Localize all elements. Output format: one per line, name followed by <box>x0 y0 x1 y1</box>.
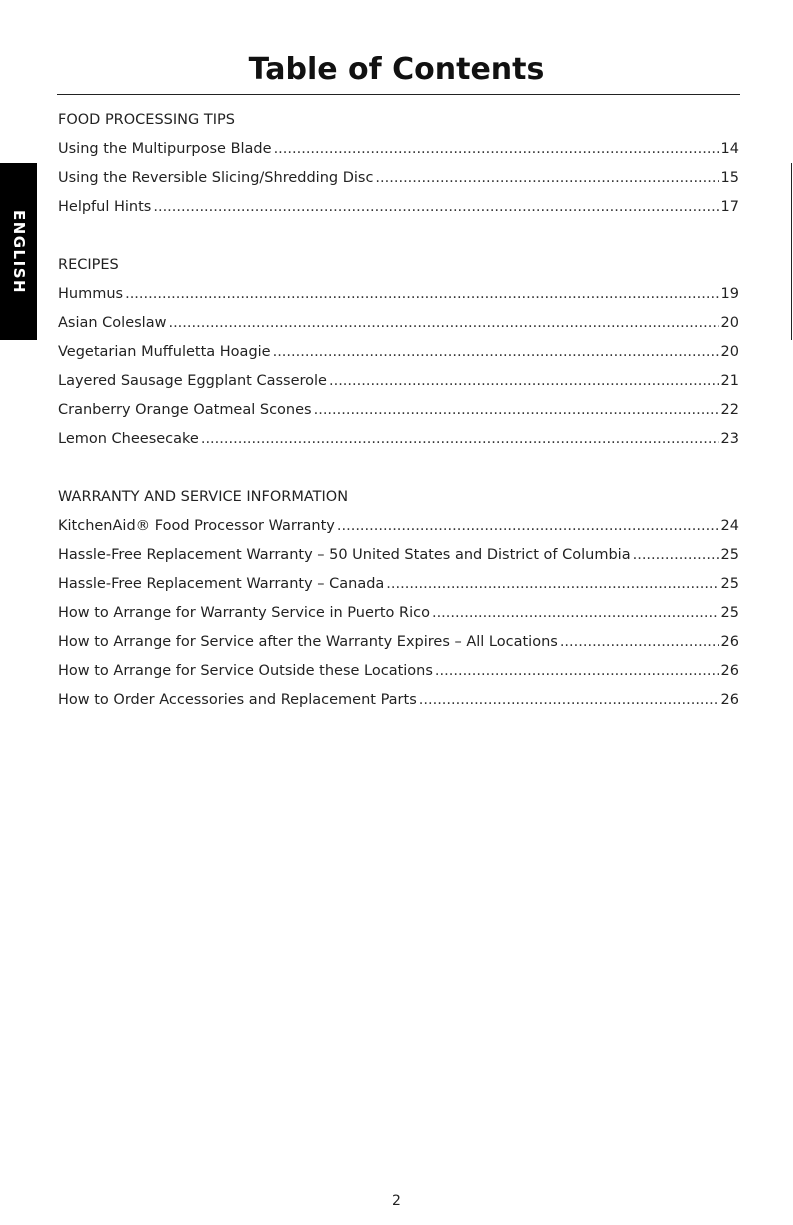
toc-entry[interactable] <box>58 657 739 686</box>
toc-entry[interactable] <box>58 628 739 657</box>
toc-entry-label: Cranberry Orange Oatmeal Scones <box>58 402 312 418</box>
toc-entry-label: Lemon Cheesecake <box>58 431 199 447</box>
section-heading: RECIPES <box>58 257 119 273</box>
dot-leader <box>375 164 718 193</box>
dot-leader <box>168 309 718 338</box>
toc-entry[interactable] <box>58 396 739 425</box>
toc-entry[interactable] <box>58 541 739 570</box>
dot-leader <box>432 599 719 628</box>
toc-entry-page: 26 <box>720 692 739 708</box>
toc-entry[interactable] <box>58 425 739 454</box>
table-of-contents <box>58 106 739 744</box>
toc-entry-label: Layered Sausage Eggplant Casserole <box>58 373 327 389</box>
toc-entry[interactable] <box>58 338 739 367</box>
toc-entry-page: 26 <box>720 634 739 650</box>
toc-entry[interactable] <box>58 599 739 628</box>
dot-leader <box>386 570 718 599</box>
toc-entry-label: Using the Multipurpose Blade <box>58 141 272 157</box>
dot-leader <box>274 135 719 164</box>
toc-entry[interactable] <box>58 280 739 309</box>
toc-entry-page: 21 <box>720 373 739 389</box>
toc-entry[interactable] <box>58 367 739 396</box>
toc-entry-label: How to Arrange for Warranty Service in Puerto Rico <box>58 605 430 621</box>
toc-entry-label: Helpful Hints <box>58 199 152 215</box>
toc-entry[interactable] <box>58 309 739 338</box>
toc-entry-label: How to Arrange for Service Outside these Locations <box>58 663 433 679</box>
toc-entry-page: 22 <box>720 402 739 418</box>
toc-section-warranty <box>58 483 739 715</box>
language-tab-label: ENGLISH <box>9 209 28 294</box>
dot-leader <box>633 541 719 570</box>
toc-entry-page: 15 <box>720 170 739 186</box>
dot-leader <box>337 512 719 541</box>
toc-entry-page: 19 <box>720 286 739 302</box>
toc-entry[interactable] <box>58 512 739 541</box>
toc-entry-page: 24 <box>720 518 739 534</box>
section-heading: WARRANTY AND SERVICE INFORMATION <box>58 489 349 505</box>
toc-entry-label: Hummus <box>58 286 124 302</box>
toc-entry-label: Hassle-Free Replacement Warranty – Canada <box>58 576 385 592</box>
toc-entry-page: 23 <box>720 431 739 447</box>
dot-leader <box>329 367 719 396</box>
toc-entry-page: 25 <box>720 605 739 621</box>
dot-leader <box>419 686 719 715</box>
toc-entry-page: 26 <box>720 663 739 679</box>
toc-section-recipes <box>58 251 739 454</box>
toc-entry-label: Asian Coleslaw <box>58 315 167 331</box>
section-heading: FOOD PROCESSING TIPS <box>58 112 235 128</box>
page-number: 2 <box>392 1193 401 1209</box>
toc-section-food-processing-tips <box>58 106 739 222</box>
dot-leader <box>435 657 719 686</box>
toc-entry-page: 20 <box>720 315 739 331</box>
toc-entry-page: 25 <box>720 547 739 563</box>
title-divider <box>57 94 740 95</box>
toc-entry-label: Using the Reversible Slicing/Shredding Disc <box>58 170 374 186</box>
toc-entry-label: Vegetarian Muffuletta Hoagie <box>58 344 271 360</box>
toc-entry-label: How to Order Accessories and Replacement Parts <box>58 692 417 708</box>
toc-entry[interactable] <box>58 193 739 222</box>
toc-entry[interactable] <box>58 164 739 193</box>
dot-leader <box>314 396 719 425</box>
dot-leader <box>201 425 719 454</box>
toc-entry-page: 17 <box>720 199 739 215</box>
dot-leader <box>560 628 719 657</box>
toc-entry-page: 20 <box>720 344 739 360</box>
toc-entry-label: How to Arrange for Service after the Warranty Expires – All Locations <box>58 634 558 650</box>
toc-entry[interactable] <box>58 570 739 599</box>
toc-entry[interactable] <box>58 135 739 164</box>
toc-entry-page: 25 <box>720 576 739 592</box>
page-title: Table of Contents <box>248 52 545 87</box>
toc-entry-label: KitchenAid® Food Processor Warranty <box>58 518 335 534</box>
language-tab <box>0 163 37 340</box>
toc-entry-page: 14 <box>720 141 739 157</box>
dot-leader <box>273 338 719 367</box>
dot-leader <box>125 280 718 309</box>
toc-entry[interactable] <box>58 686 739 715</box>
dot-leader <box>153 193 718 222</box>
toc-entry-label: Hassle-Free Replacement Warranty – 50 United States and District of Columbia <box>58 547 631 563</box>
margin-marker <box>791 163 792 340</box>
